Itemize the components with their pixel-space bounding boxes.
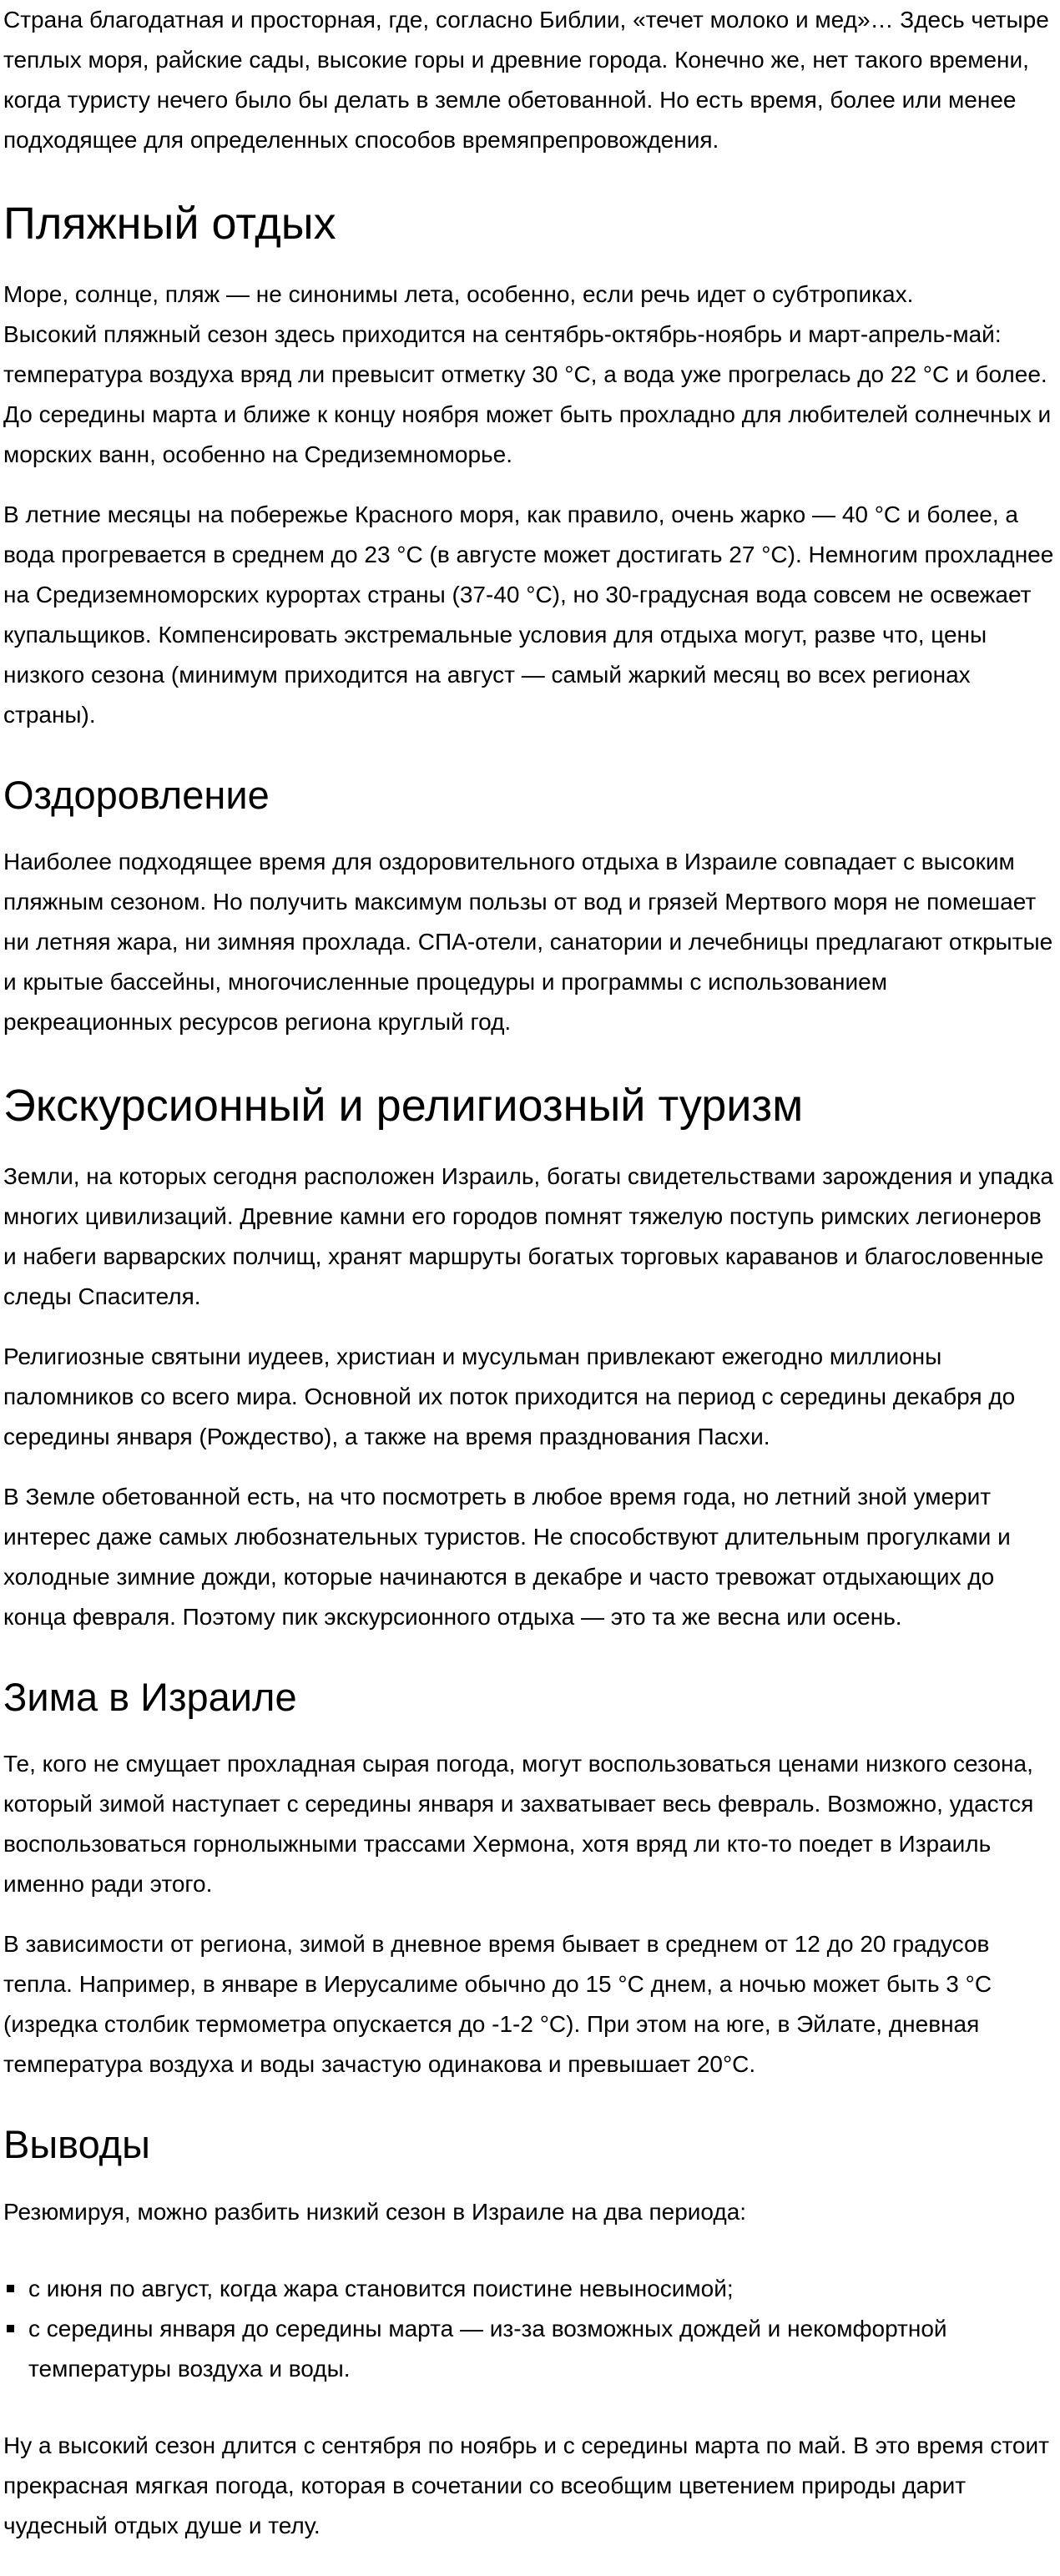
section-heading: Пляжный отдых [3,199,336,249]
paragraph-line: Море, солнце, пляж — не синонимы лета, особенно, если речь идет о субтропиках. [3,280,914,307]
paragraph: Земли, на которых сегодня расположен Израиль, богаты свидетельствами зарождения и упадка многих цивилизаций. Древние камни его городов помнят тяжелую поступь римских легионеров и набеги варварских полчищ, хранят маршруты богатых торговых караванов и благословенные следы Спасителя. [3,1162,1053,1309]
section-heading: Выводы [3,2122,150,2167]
section-heading: Зима в Израиле [3,1674,297,1719]
paragraph: Наиболее подходящее время для оздоровительного отдыха в Израиле совпадает с высоким пляжным сезоном. Но получить максимум пользы от вод и грязей Мертвого моря не помешает ни летняя жара, ни зимняя прохлада. СПА-отели, санатории и лечебницы предлагают открытые и крытые бассейны, многочисленные процедуры и программы с использованием рекреационных ресурсов региона круглый год. [3,849,1053,1036]
paragraph: Ну а высокий сезон длится с сентября по ноябрь и с середины марта по май. В это время стоит прекрасная мягкая погода, которая в сочетании со всеобщим цветением природы дарит чудесный отдых душе и телу. [3,2432,1049,2538]
paragraph: В Земле обетованной есть, на что посмотреть в любое время года, но летний зной умерит интерес даже самых любознательных туристов. Не способствуют длительным прогулками и холодные зимние дожди, которые начинаются в декабре и часто тревожат отдыхающих до конца февраля. Поэтому пик экскурсионного отдыха — это та же весна или осень. [3,1483,1011,1630]
section-heading: Экскурсионный и религиозный туризм [3,1081,804,1132]
list-item: с середины января до середины марта — из-за возможных дождей и некомфортной температуры воздуха и воды. [28,2309,1057,2389]
paragraph [3,275,1057,475]
paragraph-line: Высокий пляжный сезон здесь приходится на сентябрь-октябрь-ноябрь и март-апрель-май: температура воздуха вряд ли превысит отметку 30 °C, а вода уже прогрелась до 22 °C и более. До середины марта и ближе к концу ноября может быть прохладно для любителей солнечных и морских ванн, особенно на Средиземноморье. [3,320,1052,467]
paragraph: Религиозные святыни иудеев, христиан и мусульман привлекают ежегодно миллионы паломников со всего мира. Основной их поток приходится на период с середины декабря до середины января (Рождество), а также на время празднования Пасхи. [3,1343,1016,1449]
list-item: с июня по август, когда жара становится поистине невыносимой; [28,2269,1057,2309]
paragraph: В зависимости от региона, зимой в дневное время бывает в среднем от 12 до 20 градусов тепла. Например, в январе в Иерусалиме обычно до 15 °C днем, а ночью может быть 3 °C (изредка столбик термометра опускается до -1-2 °C). При этом на юге, в Эйлате, дневная температура воздуха и воды зачастую одинакова и превышает 20°C. [3,1931,992,2078]
bullet-list [3,2269,1057,2389]
paragraph: Те, кого не смущает прохладная сырая погода, могут воспользоваться ценами низкого сезона, который зимой наступает с середины января и захватывает весь февраль. Возможно, удастся воспользоваться горнолыжными трассами Хермона, хотя вряд ли кто-то поедет в Израиль именно ради этого. [3,1751,1034,1898]
section-heading: Оздоровление [3,772,270,817]
article-body [3,0,1057,2546]
paragraph: В летние месяцы на побережье Красного моря, как правило, очень жарко — 40 °C и более, а вода прогревается в среднем до 23 °C (в августе может достигать 27 °C). Немногим прохладнее на Средиземноморских курортах страны (37-40 °C), но 30-градусная вода совсем не освежает купальщиков. Компенсировать экстремальные условия для отдыха могут, разве что, цены низкого сезона (минимум приходится на август — самый жаркий месяц во всех регионах страны). [3,501,1054,728]
paragraph: Страна благодатная и просторная, где, согласно Библии, «течет молоко и мед»… Здесь четыре теплых моря, райские сады, высокие горы и древние города. Конечно же, нет такого времени, когда туристу нечего было бы делать в земле обетованной. Но есть время, более или менее подходящее для определенных способов времяпрепровождения. [3,7,1049,153]
paragraph: Резюмируя, можно разбить низкий сезон в Израиле на два периода: [3,2198,747,2225]
